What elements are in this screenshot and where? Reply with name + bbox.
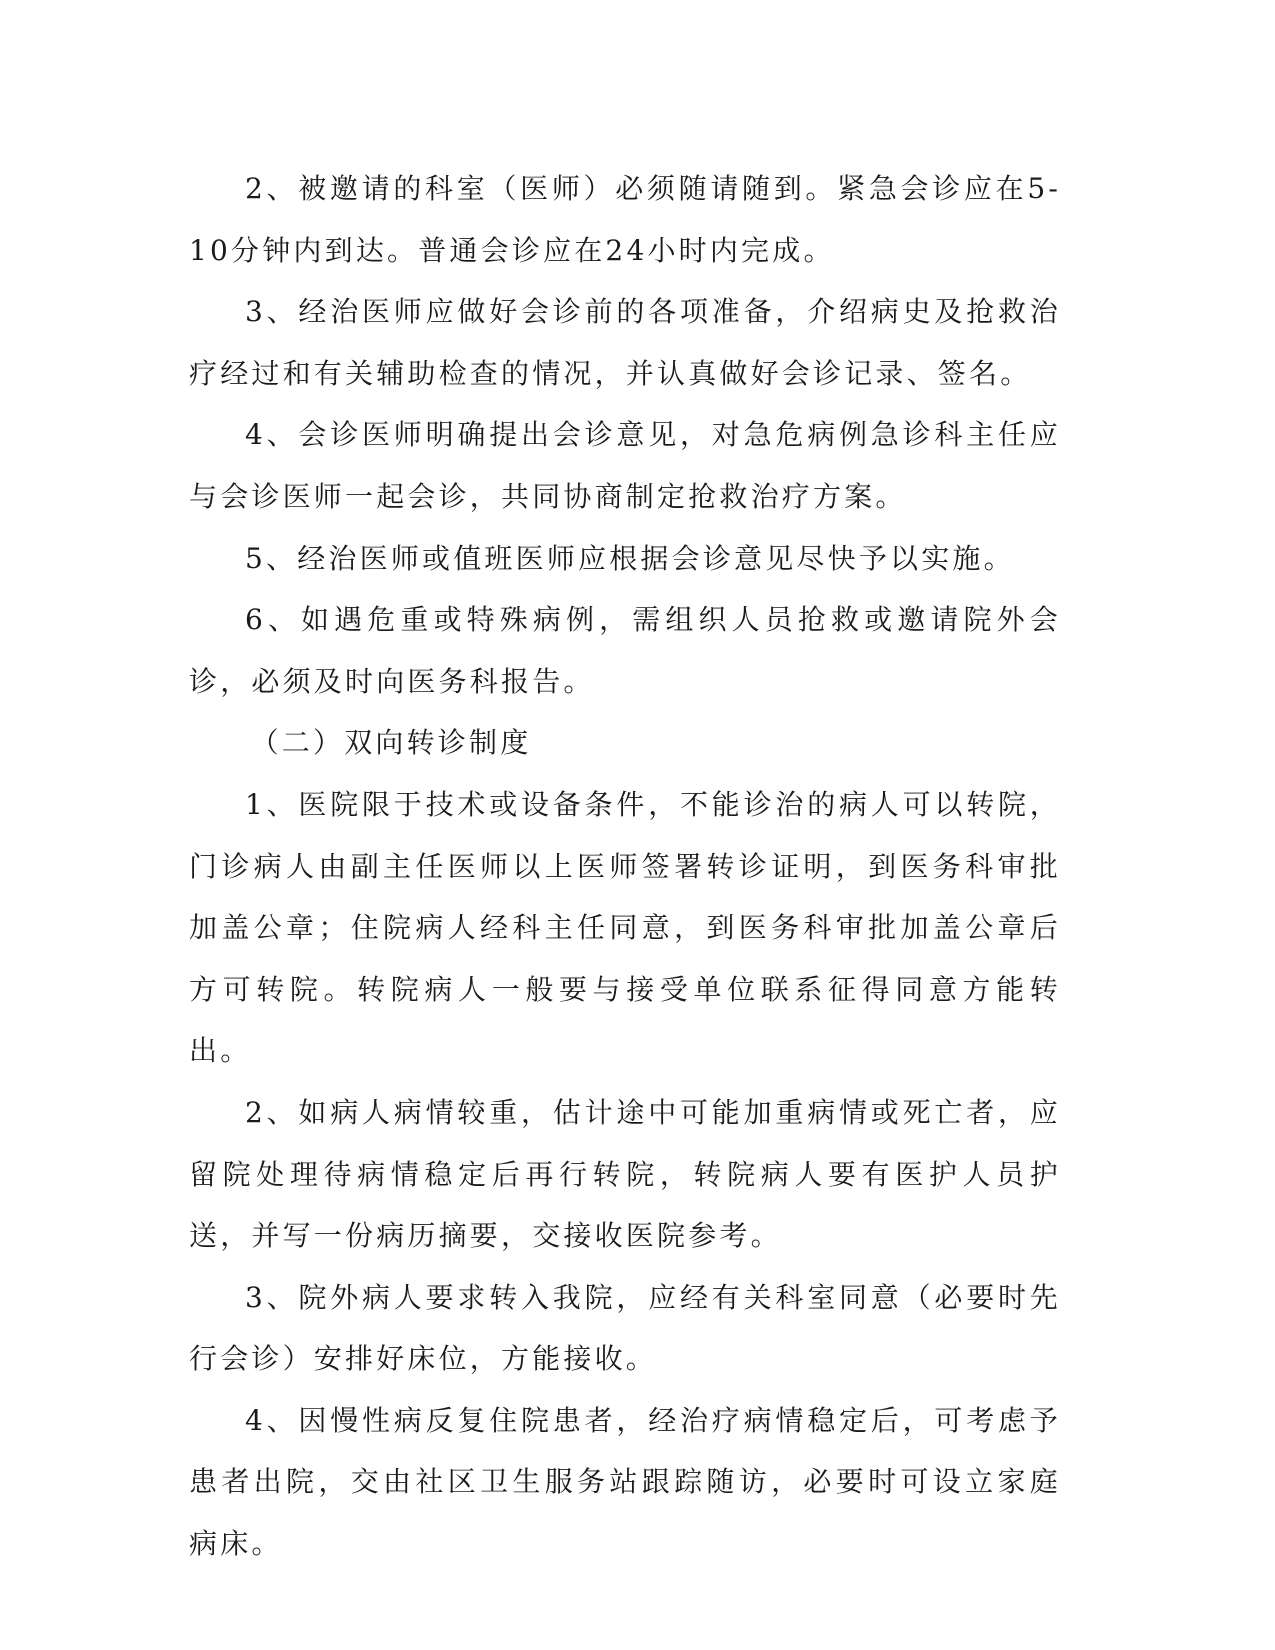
section-heading-referral: （二）双向转诊制度 [250, 726, 532, 760]
document-body [189, 158, 1061, 1575]
paragraph-referral-item-2: 2、如病人病情较重，估计途中可能加重病情或死亡者，应留院处理待病情稳定后再行转院，转院病人要有医护人员护送，并写一份病历摘要，交接收医院参考。 [189, 1095, 1061, 1253]
paragraph-consultation-item-2: 2、被邀请的科室（医师）必须随请随到。紧急会诊应在5-10分钟内到达。普通会诊应在24小时内完成。 [189, 172, 1061, 267]
paragraph-consultation-item-3: 3、经治医师应做好会诊前的各项准备，介绍病史及抢救治疗经过和有关辅助检查的情况，并认真做好会诊记录、签名。 [189, 295, 1061, 390]
paragraph-consultation-item-5: 5、经治医师或值班医师应根据会诊意见尽快予以实施。 [245, 541, 1015, 575]
paragraph-referral-item-3: 3、院外病人要求转入我院，应经有关科室同意（必要时先行会诊）安排好床位，方能接收。 [189, 1280, 1061, 1376]
paragraph-consultation-item-4: 4、会诊医师明确提出会诊意见，对急危病例急诊科主任应与会诊医师一起会诊，共同协商制定抢救治疗方案。 [189, 418, 1061, 513]
paragraph-referral-item-4: 4、因慢性病反复住院患者，经治疗病情稳定后，可考虑予患者出院，交由社区卫生服务站跟踪随访，必要时可设立家庭病床。 [189, 1403, 1061, 1561]
paragraph-referral-item-1: 1、医院限于技术或设备条件，不能诊治的病人可以转院，门诊病人由副主任医师以上医师签署转诊证明，到医务科审批加盖公章；住院病人经科主任同意，到医务科审批加盖公章后方可转院。转院病人一般要与接受单位联系征得同意方能转出。 [189, 787, 1061, 1068]
paragraph-consultation-item-6: 6、如遇危重或特殊病例，需组织人员抢救或邀请院外会诊，必须及时向医务科报告。 [189, 603, 1061, 698]
